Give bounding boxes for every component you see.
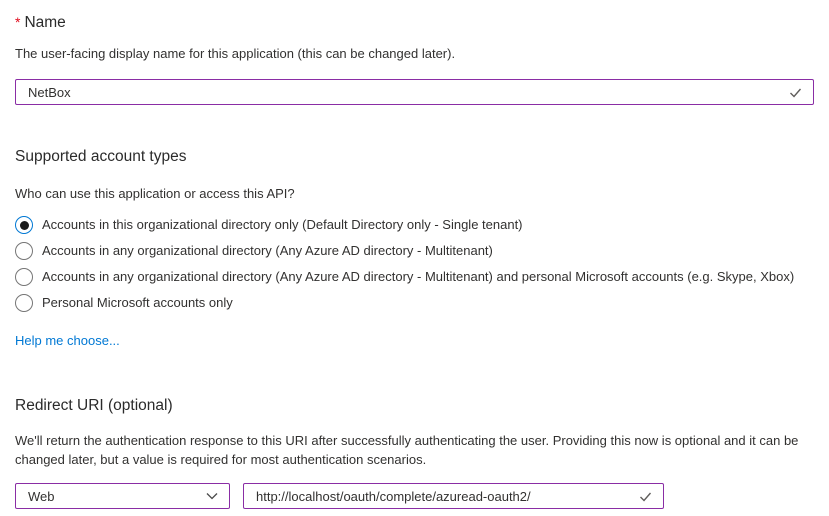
name-description: The user-facing display name for this application (this can be changed later). [15, 46, 456, 61]
platform-selected-value: Web [28, 488, 55, 504]
radio-button-icon[interactable] [15, 242, 33, 260]
radio-button-icon[interactable] [15, 216, 33, 234]
radio-option-multitenant[interactable] [15, 238, 814, 264]
radio-option-personal-only[interactable] [15, 290, 814, 316]
redirect-uri-title: Redirect URI (optional) [15, 397, 173, 414]
radio-button-icon[interactable] [15, 268, 33, 286]
name-input[interactable] [28, 80, 788, 104]
name-section [15, 12, 814, 105]
name-title-text: Name [24, 14, 66, 31]
redirect-uri-input-box [243, 483, 664, 509]
radio-option-single-tenant[interactable] [15, 212, 814, 238]
uri-valid-check-icon [638, 489, 653, 504]
radio-button-icon[interactable] [15, 294, 33, 312]
name-valid-check-icon [788, 85, 803, 100]
help-me-choose-link[interactable]: Help me choose... [15, 333, 120, 348]
supported-account-types-section [15, 147, 814, 350]
redirect-uri-description: We'll return the authentication response to this URI after successfully authenticating the user. Providing this now is optional and it can be changed later, but a value is required for most authentication scenarios. [15, 433, 799, 467]
redirect-uri-controls-row [15, 483, 814, 509]
chevron-down-icon [205, 489, 219, 503]
radio-option-label: Accounts in any organizational directory (Any Azure AD directory - Multitenant) [42, 243, 493, 258]
account-types-title: Supported account types [15, 148, 187, 165]
name-section-title [15, 12, 814, 33]
radio-option-label: Accounts in any organizational directory (Any Azure AD directory - Multitenant) and personal Microsoft accounts (e.g. Skype, Xbox) [42, 269, 795, 284]
redirect-uri-input[interactable] [256, 484, 638, 508]
radio-option-label: Accounts in this organizational directory only (Default Directory only - Single tenant) [42, 217, 523, 232]
account-types-question: Who can use this application or access this API? [15, 186, 295, 201]
name-input-box [15, 79, 814, 105]
required-asterisk: * [15, 14, 21, 30]
platform-select-dropdown[interactable] [15, 483, 230, 509]
radio-option-multitenant-personal[interactable] [15, 264, 814, 290]
radio-option-label: Personal Microsoft accounts only [42, 295, 233, 310]
account-types-radio-group [15, 212, 814, 316]
redirect-uri-section [15, 396, 814, 509]
